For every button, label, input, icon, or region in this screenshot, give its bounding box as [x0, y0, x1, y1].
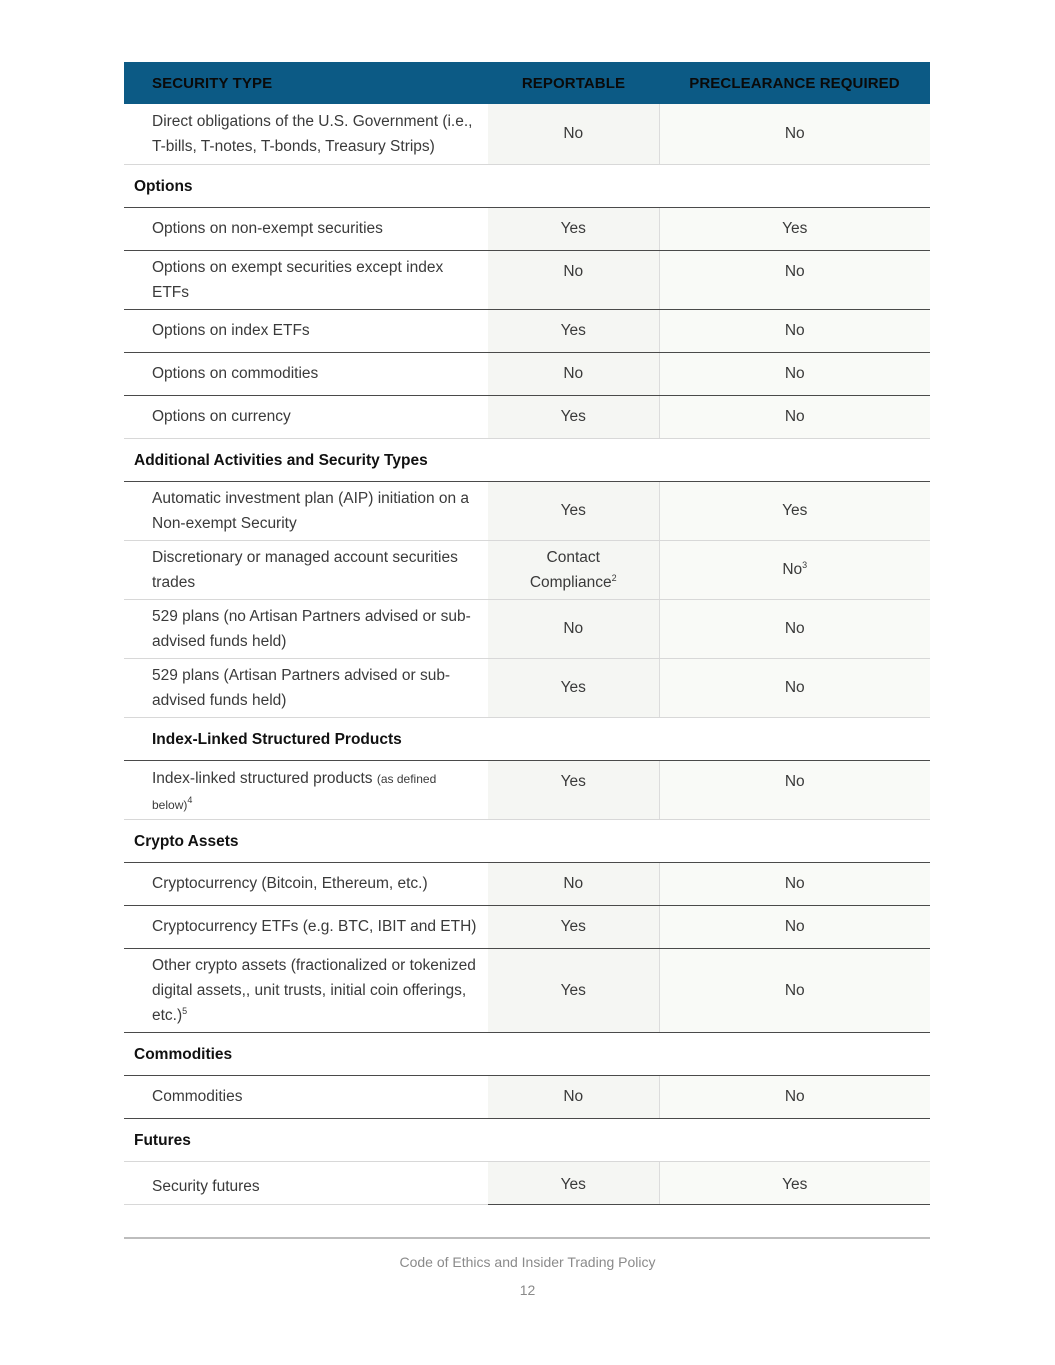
- row-preclearance: No: [659, 309, 930, 352]
- row-reportable: No: [488, 1075, 659, 1118]
- section-heading-crypto: Crypto Assets: [124, 819, 930, 862]
- row-description: Cryptocurrency ETFs (e.g. BTC, IBIT and ETH): [124, 905, 488, 948]
- row-reportable: Yes: [488, 481, 659, 540]
- row-description: Options on currency: [124, 395, 488, 438]
- table-header-row: [124, 62, 930, 104]
- row-reportable: No: [488, 352, 659, 395]
- row-description: 529 plans (no Artisan Partners advised or sub-advised funds held): [124, 599, 488, 658]
- row-preclearance: No: [659, 104, 930, 164]
- section-heading-row: [124, 717, 930, 760]
- row-description: Security futures: [124, 1161, 488, 1204]
- row-preclearance: No: [659, 862, 930, 905]
- table-row: [124, 862, 930, 905]
- table-row: [124, 207, 930, 250]
- row-preclearance: No: [659, 250, 930, 309]
- row-reportable: Yes: [488, 309, 659, 352]
- row-description: [124, 760, 488, 819]
- row-preclearance: No: [659, 658, 930, 717]
- row-reportable: No: [488, 862, 659, 905]
- reportable-text: Contact Compliance: [529, 548, 612, 591]
- table-row: [124, 1161, 930, 1204]
- row-description: Options on non-exempt securities: [124, 207, 488, 250]
- section-heading-row: [124, 164, 930, 207]
- row-description: Cryptocurrency (Bitcoin, Ethereum, etc.): [124, 862, 488, 905]
- footnote-marker: 4: [187, 794, 193, 805]
- row-reportable: [488, 540, 659, 599]
- row-preclearance: Yes: [659, 207, 930, 250]
- row-description: Discretionary or managed account securities trades: [124, 540, 488, 599]
- table-row: [124, 1075, 930, 1118]
- table-row: [124, 948, 930, 1032]
- page-number: 12: [519, 1282, 536, 1298]
- preclearance-text: No: [782, 561, 803, 578]
- row-reportable: Yes: [488, 905, 659, 948]
- table-row: [124, 905, 930, 948]
- row-description: Options on exempt securities except index ETFs: [124, 250, 488, 309]
- row-reportable: No: [488, 250, 659, 309]
- row-reportable: No: [488, 599, 659, 658]
- section-heading-row: [124, 1032, 930, 1075]
- header-reportable: REPORTABLE: [488, 62, 659, 104]
- section-heading-options: Options: [124, 164, 930, 207]
- table-row: [124, 395, 930, 438]
- row-preclearance: No: [659, 905, 930, 948]
- row-preclearance: No: [659, 948, 930, 1032]
- row-preclearance: Yes: [659, 1161, 930, 1204]
- footnote-marker: 2: [611, 572, 617, 583]
- table-row: [124, 599, 930, 658]
- row-reportable: No: [488, 104, 659, 164]
- description-text: Index-linked structured products: [152, 769, 373, 787]
- row-preclearance: Yes: [659, 481, 930, 540]
- row-description: 529 plans (Artisan Partners advised or sub-advised funds held): [124, 658, 488, 717]
- footer-document-title: Code of Ethics and Insider Trading Policy: [399, 1254, 656, 1270]
- description-text: Other crypto assets (fractionalized or tokenized digital assets,, unit trusts, initial coin offerings, etc.): [152, 956, 476, 1024]
- description-qualifier: (as defined below): [152, 771, 437, 812]
- row-description: Options on commodities: [124, 352, 488, 395]
- row-preclearance: No: [659, 760, 930, 819]
- security-type-table: [124, 62, 930, 1205]
- section-heading-additional: Additional Activities and Security Types: [124, 438, 930, 481]
- header-security-type: SECURITY TYPE: [124, 62, 488, 104]
- table-row: [124, 352, 930, 395]
- section-heading-row: [124, 1118, 930, 1161]
- section-heading-row: [124, 819, 930, 862]
- table-row: [124, 760, 930, 819]
- row-preclearance: No: [659, 395, 930, 438]
- section-heading-commodities: Commodities: [124, 1032, 930, 1075]
- row-reportable: Yes: [488, 948, 659, 1032]
- row-description: Options on index ETFs: [124, 309, 488, 352]
- row-reportable: Yes: [488, 760, 659, 819]
- row-preclearance: No: [659, 1075, 930, 1118]
- section-heading-row: [124, 438, 930, 481]
- row-reportable: Yes: [488, 207, 659, 250]
- row-preclearance: No: [659, 599, 930, 658]
- row-reportable: Yes: [488, 1161, 659, 1204]
- row-description: Direct obligations of the U.S. Government (i.e., T-bills, T-notes, T-bonds, Treasury Strips): [124, 104, 488, 164]
- footer-divider: [124, 1237, 930, 1239]
- row-description: Automatic investment plan (AIP) initiation on a Non-exempt Security: [124, 481, 488, 540]
- table-row: [124, 658, 930, 717]
- footnote-marker: 3: [802, 559, 808, 570]
- table-row: [124, 250, 930, 309]
- row-description: Commodities: [124, 1075, 488, 1118]
- row-description: [124, 948, 488, 1032]
- section-heading-futures: Futures: [124, 1118, 930, 1161]
- table-row: [124, 540, 930, 599]
- header-preclearance: PRECLEARANCE REQUIRED: [659, 62, 930, 104]
- table-row: [124, 309, 930, 352]
- row-preclearance: [659, 540, 930, 599]
- policy-table-container: [124, 62, 930, 1205]
- row-preclearance: No: [659, 352, 930, 395]
- footnote-marker: 5: [182, 1005, 188, 1016]
- table-row: [124, 104, 930, 164]
- row-reportable: Yes: [488, 658, 659, 717]
- row-reportable: Yes: [488, 395, 659, 438]
- table-row: [124, 481, 930, 540]
- section-heading-index-linked: Index-Linked Structured Products: [124, 717, 930, 760]
